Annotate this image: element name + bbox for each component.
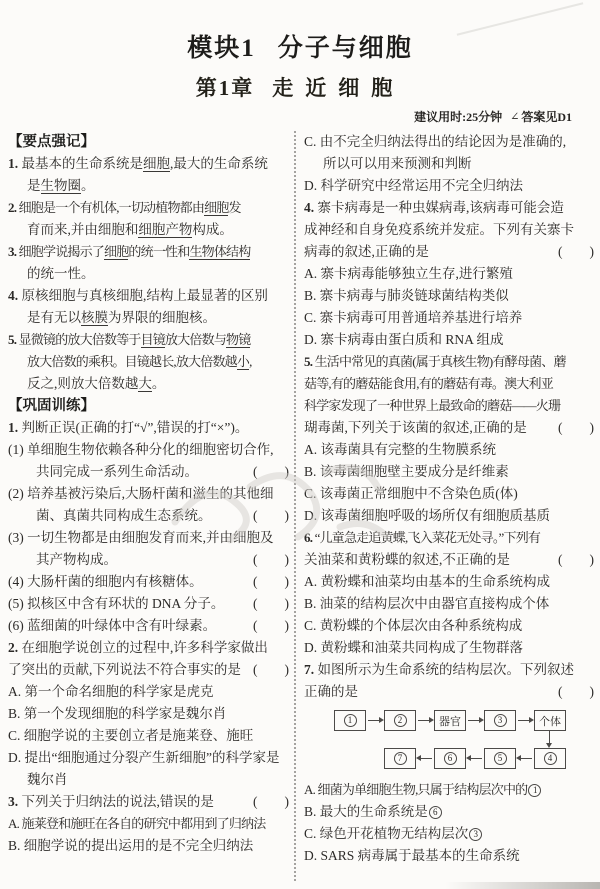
line-text bbox=[304, 527, 540, 549]
text-segment: D. 寨卡病毒由蛋白质和 RNA 组成 bbox=[304, 332, 504, 347]
text-segment: 7. bbox=[304, 662, 315, 677]
text-segment: B. 寨卡病毒与肺炎链球菌结构类似 bbox=[304, 288, 509, 303]
text-line bbox=[304, 681, 596, 703]
line-text bbox=[8, 439, 274, 461]
line-text bbox=[8, 813, 266, 835]
line-text bbox=[8, 197, 241, 219]
text-segment: 为界限的细胞核。 bbox=[108, 310, 216, 325]
line-text bbox=[27, 351, 252, 373]
text-line bbox=[304, 175, 596, 197]
text-segment: 2. bbox=[8, 640, 19, 655]
text-segment: 了突出的贡献,下列说法不符合事实的是 bbox=[8, 662, 241, 677]
text-segment: 3. bbox=[8, 794, 19, 809]
text-segment: 判断正误(正确的打“√”,错误的打“×”)。 bbox=[18, 420, 249, 435]
left-column bbox=[8, 131, 291, 881]
text-segment: 如图所示为生命系统的结构层次。下列叙述 bbox=[314, 662, 574, 677]
circled-number: 1 bbox=[344, 714, 357, 727]
text-line bbox=[8, 659, 291, 681]
circled-number: 6 bbox=[444, 752, 457, 765]
answer-blank: ( ) bbox=[558, 684, 594, 699]
line-text bbox=[27, 263, 95, 285]
right-column bbox=[299, 131, 596, 881]
text-segment: 放大倍数与 bbox=[165, 332, 227, 347]
text-segment: 细胞学说揭示了 bbox=[16, 244, 105, 259]
answer-link-icon: ∠ bbox=[510, 111, 520, 123]
two-column-body bbox=[0, 125, 600, 881]
text-segment: 的统一性。 bbox=[27, 266, 95, 281]
text-line bbox=[8, 703, 291, 725]
line-text bbox=[304, 801, 443, 823]
diagram-box bbox=[434, 748, 466, 769]
structure-levels-diagram bbox=[334, 710, 566, 772]
arrow-left-icon bbox=[468, 758, 482, 759]
text-segment: C. 黄粉蝶的个体层次由各种系统构成 bbox=[304, 618, 523, 633]
line-text bbox=[304, 219, 574, 241]
text-line bbox=[304, 307, 596, 329]
line-text bbox=[36, 549, 117, 571]
text-segment: C. 寨卡病毒可用普通培养基进行培养 bbox=[304, 310, 523, 325]
diagram-box bbox=[534, 710, 566, 731]
text-line bbox=[8, 791, 291, 813]
underlined-term: 小 bbox=[236, 354, 250, 369]
answer-blank: ( ) bbox=[253, 552, 289, 567]
chapter-name: 走近细胞 bbox=[272, 76, 405, 100]
text-segment: 成神经和自身免疫系统并发症。下列有关寨卡 bbox=[304, 222, 574, 237]
text-line bbox=[8, 571, 291, 593]
text-segment: ,最大的生命系统 bbox=[170, 156, 268, 171]
text-segment: D. SARS 病毒属于最基本的生命系统 bbox=[304, 848, 520, 863]
text-segment: 寨卡病毒是一种虫媒病毒,该病毒可能会造 bbox=[314, 200, 564, 215]
text-line bbox=[304, 505, 596, 527]
text-segment: C. 该毒菌正常细胞中不含染色质(体) bbox=[304, 486, 518, 501]
line-text bbox=[304, 505, 550, 527]
text-line bbox=[304, 351, 596, 373]
text-segment: A. 寨卡病毒能够独立生存,进行繁殖 bbox=[304, 266, 513, 281]
line-text bbox=[8, 593, 224, 615]
suggested-time: 建议用时:25分钟 bbox=[414, 110, 503, 124]
text-segment: 个体 bbox=[539, 715, 561, 728]
line-text bbox=[8, 131, 95, 153]
module-number: 模块1 bbox=[187, 35, 256, 62]
line-text bbox=[304, 593, 549, 615]
text-line bbox=[304, 197, 596, 219]
text-segment: B. 第一个发现细胞的科学家是魏尔肖 bbox=[8, 706, 227, 721]
text-line bbox=[8, 219, 291, 241]
text-line bbox=[304, 549, 596, 571]
underlined-term: 目镜 bbox=[140, 332, 166, 347]
diagram-box bbox=[534, 748, 566, 769]
text-segment: 2. bbox=[8, 200, 17, 215]
text-segment: 5. bbox=[304, 354, 313, 369]
text-segment: 1. bbox=[8, 156, 19, 171]
text-segment: 5. bbox=[8, 332, 17, 347]
underlined-term: 大 bbox=[138, 376, 152, 391]
arrow-right-icon bbox=[518, 720, 532, 721]
text-line bbox=[304, 263, 596, 285]
text-line bbox=[8, 263, 291, 285]
text-line bbox=[8, 505, 291, 527]
text-segment: A. 施莱登和施旺在各自的研究中都用到了归纳法 bbox=[8, 816, 266, 831]
underlined-term: 细胞 bbox=[143, 156, 170, 171]
arrow-down-icon bbox=[549, 731, 550, 744]
text-line bbox=[304, 131, 596, 153]
text-line bbox=[304, 801, 596, 823]
line-text bbox=[8, 725, 253, 747]
chapter-title bbox=[0, 72, 600, 102]
text-segment: B. 细胞学说的提出运用的是不完全归纳法 bbox=[8, 838, 254, 853]
text-line bbox=[8, 153, 291, 175]
text-line bbox=[304, 615, 596, 637]
circled-number: 4 bbox=[544, 752, 557, 765]
answer-blank: ( ) bbox=[558, 552, 594, 567]
line-text bbox=[27, 769, 68, 791]
arrow-right-icon bbox=[418, 720, 432, 721]
line-text bbox=[304, 779, 542, 801]
text-segment: 其产物构成。 bbox=[36, 552, 117, 567]
text-segment: B. 最大的生命系统是 bbox=[304, 804, 428, 819]
diagram-box bbox=[434, 710, 466, 731]
line-text bbox=[304, 549, 510, 571]
underlined-term: 细胞产物 bbox=[138, 222, 193, 237]
line-text bbox=[304, 329, 504, 351]
text-segment: C. 由不完全归纳法得出的结论因为是准确的, bbox=[304, 134, 567, 149]
text-line bbox=[304, 395, 596, 417]
text-segment: 菇等,有的蘑菇能食用,有的蘑菇有毒。澳大利亚 bbox=[304, 376, 553, 391]
answer-blank: ( ) bbox=[253, 464, 289, 479]
line-text bbox=[8, 285, 268, 307]
line-text bbox=[27, 219, 233, 241]
line-text bbox=[304, 681, 358, 703]
text-segment: 显微镜的放大倍数等于 bbox=[16, 332, 141, 347]
line-text bbox=[304, 175, 523, 197]
text-segment: 最基本的生命系统是 bbox=[18, 156, 143, 171]
text-segment: 所以可以用来预测和判断 bbox=[323, 156, 472, 171]
line-text bbox=[36, 461, 198, 483]
arrow-left-icon bbox=[418, 758, 432, 759]
underlined-term: 物镜 bbox=[226, 332, 251, 347]
text-line bbox=[8, 681, 291, 703]
text-line bbox=[8, 285, 291, 307]
underlined-term: 细胞 bbox=[104, 244, 129, 259]
answer-blank: ( ) bbox=[253, 508, 289, 523]
text-segment: 科学家发现了一种世界上最致命的蘑菇——火珊 bbox=[304, 398, 561, 413]
text-segment: A. 细菌为单细胞生物,只属于结构层次中的 bbox=[304, 782, 528, 797]
answer-blank: ( ) bbox=[253, 794, 289, 809]
text-line bbox=[8, 175, 291, 197]
line-text bbox=[304, 823, 483, 845]
line-text bbox=[304, 439, 496, 461]
circled-number: 6 bbox=[429, 806, 442, 819]
answer-reference-label: 答案见D1 bbox=[521, 110, 572, 124]
section-heading bbox=[8, 131, 291, 153]
text-segment: 正确的是 bbox=[304, 684, 358, 699]
arrow-left-icon bbox=[518, 758, 532, 759]
text-segment: “儿童急走追黄蝶,飞入菜花无处寻。”下列有 bbox=[312, 530, 541, 545]
line-text bbox=[8, 241, 250, 263]
text-segment: 是 bbox=[27, 178, 41, 193]
diagram-box bbox=[384, 710, 416, 731]
answer-reference bbox=[510, 108, 572, 125]
chapter-number: 第1章 bbox=[195, 76, 255, 100]
text-segment: (5) 拟核区中含有环状的 DNA 分子。 bbox=[8, 596, 225, 611]
text-line bbox=[8, 417, 291, 439]
text-line bbox=[304, 373, 596, 395]
line-text bbox=[304, 571, 550, 593]
text-line bbox=[304, 241, 596, 263]
text-line bbox=[8, 241, 291, 263]
circled-number: 3 bbox=[494, 714, 507, 727]
circled-number: 7 bbox=[394, 752, 407, 765]
underlined-term: 生物圈 bbox=[40, 178, 81, 193]
line-text bbox=[8, 791, 214, 813]
text-line bbox=[304, 779, 596, 801]
line-text bbox=[304, 307, 522, 329]
text-segment: 。 bbox=[81, 178, 95, 193]
section-heading bbox=[8, 395, 291, 417]
text-segment: 的统一性和 bbox=[128, 244, 190, 259]
text-line bbox=[8, 549, 291, 571]
text-segment: C. 细胞学说的主要创立者是施莱登、施旺 bbox=[8, 728, 254, 743]
line-text bbox=[304, 845, 520, 867]
scan-corner-shadow bbox=[445, 882, 600, 889]
circled-number: 1 bbox=[528, 784, 541, 797]
line-text bbox=[304, 263, 513, 285]
line-text bbox=[304, 417, 527, 439]
text-segment: 生活中常见的真菌(属于真核生物)有酵母菌、蘑 bbox=[312, 354, 566, 369]
text-segment: 构成。 bbox=[192, 222, 233, 237]
text-line bbox=[8, 835, 291, 857]
text-line bbox=[304, 461, 596, 483]
text-line bbox=[8, 461, 291, 483]
section-heading-text: 【巩固训练】 bbox=[8, 398, 95, 414]
text-segment: A. 该毒菌具有完整的生物膜系统 bbox=[304, 442, 496, 457]
arrow-right-icon bbox=[468, 720, 482, 721]
line-text bbox=[36, 505, 212, 527]
circled-number: 5 bbox=[494, 752, 507, 765]
line-text bbox=[27, 307, 216, 329]
text-line bbox=[8, 813, 291, 835]
text-line bbox=[304, 659, 596, 681]
text-segment: 下列关于归纳法的说法,错误的是 bbox=[18, 794, 214, 809]
text-line bbox=[8, 483, 291, 505]
text-segment: 关油菜和黄粉蝶的叙述,不正确的是 bbox=[304, 552, 510, 567]
text-segment: 原核细胞与真核细胞,结构上最显著的区别 bbox=[18, 288, 268, 303]
line-text bbox=[8, 395, 95, 417]
text-line bbox=[8, 197, 291, 219]
text-segment: A. 第一个命名细胞的科学家是虎克 bbox=[8, 684, 214, 699]
text-line bbox=[304, 637, 596, 659]
text-segment: D. 提出“细胞通过分裂产生新细胞”的科学家是 bbox=[8, 750, 280, 765]
text-line bbox=[8, 373, 291, 395]
text-segment: B. 油菜的结构层次中由器官直接构成个体 bbox=[304, 596, 550, 611]
text-segment: 反之,则放大倍数越 bbox=[27, 376, 139, 391]
text-segment: (2) 培养基被污染后,大肠杆菌和滋生的其他细 bbox=[8, 486, 274, 501]
line-text bbox=[304, 351, 566, 373]
text-segment: 是有无以 bbox=[27, 310, 81, 325]
text-segment: A. 黄粉蝶和油菜均由基本的生命系统构成 bbox=[304, 574, 550, 589]
answer-blank: ( ) bbox=[253, 596, 289, 611]
line-text bbox=[304, 395, 560, 417]
text-line bbox=[8, 593, 291, 615]
line-text bbox=[27, 373, 165, 395]
answer-blank: ( ) bbox=[558, 244, 594, 259]
line-text bbox=[304, 197, 564, 219]
text-segment: 。 bbox=[151, 376, 166, 391]
line-text bbox=[304, 131, 566, 153]
underlined-term: 细胞 bbox=[204, 200, 229, 215]
diagram-box bbox=[484, 748, 516, 769]
text-segment: , bbox=[249, 354, 252, 369]
text-segment: 瑚毒菌,下列关于该菌的叙述,正确的是 bbox=[304, 420, 527, 435]
meta-line bbox=[0, 108, 600, 125]
text-line bbox=[8, 527, 291, 549]
text-segment: 菌、真菌共同构成生态系统。 bbox=[36, 508, 212, 523]
text-segment: D. 科学研究中经常运用不完全归纳法 bbox=[304, 178, 523, 193]
line-text bbox=[8, 571, 203, 593]
text-line bbox=[8, 747, 291, 769]
text-line bbox=[304, 571, 596, 593]
text-segment: (1) 单细胞生物依赖各种分化的细胞密切合作, bbox=[8, 442, 274, 457]
text-segment: 6. bbox=[304, 530, 313, 545]
text-line bbox=[304, 527, 596, 549]
arrow-right-icon bbox=[368, 720, 382, 721]
line-text bbox=[8, 527, 274, 549]
line-text bbox=[304, 285, 509, 307]
text-segment: 共同完成一系列生命活动。 bbox=[36, 464, 198, 479]
line-text bbox=[8, 835, 253, 857]
text-segment: (4) 大肠杆菌的细胞内有核糖体。 bbox=[8, 574, 203, 589]
text-segment: 3. bbox=[8, 244, 17, 259]
diagram-box bbox=[484, 710, 516, 731]
text-line bbox=[8, 439, 291, 461]
text-line bbox=[8, 769, 291, 791]
text-line bbox=[304, 285, 596, 307]
line-text bbox=[8, 747, 279, 769]
line-text bbox=[8, 659, 241, 681]
underlined-term: 生物体结构 bbox=[189, 244, 251, 259]
answer-blank: ( ) bbox=[558, 420, 594, 435]
line-text bbox=[304, 241, 429, 263]
text-segment: 发 bbox=[228, 200, 241, 215]
line-text bbox=[323, 153, 472, 175]
text-line bbox=[304, 439, 596, 461]
text-line bbox=[304, 593, 596, 615]
text-segment: 细胞是一个有机体,一切动植物都由 bbox=[16, 200, 205, 215]
text-segment: 在细胞学说创立的过程中,许多科学家做出 bbox=[18, 640, 268, 655]
line-text bbox=[8, 329, 250, 351]
text-segment: 4. bbox=[8, 288, 19, 303]
circled-number: 2 bbox=[394, 714, 407, 727]
text-segment: 放大倍数的乘积。目镜越长,放大倍数越 bbox=[27, 354, 237, 369]
text-segment: 魏尔肖 bbox=[27, 772, 68, 787]
text-line bbox=[304, 845, 596, 867]
text-segment: 育而来,并由细胞和 bbox=[27, 222, 139, 237]
line-text bbox=[8, 703, 226, 725]
text-line bbox=[8, 637, 291, 659]
answer-blank: ( ) bbox=[253, 618, 289, 633]
line-text bbox=[8, 637, 268, 659]
text-line bbox=[304, 219, 596, 241]
text-line bbox=[8, 307, 291, 329]
line-text bbox=[304, 637, 523, 659]
line-text bbox=[8, 483, 274, 505]
section-heading-text: 【要点强记】 bbox=[8, 134, 95, 150]
line-text bbox=[304, 373, 553, 395]
answer-blank: ( ) bbox=[253, 574, 289, 589]
text-segment: B. 该毒菌细胞壁主要成分是纤维素 bbox=[304, 464, 509, 479]
text-line bbox=[8, 329, 291, 351]
text-line bbox=[304, 329, 596, 351]
text-segment: 病毒的叙述,正确的是 bbox=[304, 244, 429, 259]
answer-blank: ( ) bbox=[253, 662, 289, 677]
text-line bbox=[304, 483, 596, 505]
line-text bbox=[304, 659, 574, 681]
column-divider bbox=[294, 131, 296, 881]
text-segment: 4. bbox=[304, 200, 315, 215]
page-header bbox=[0, 0, 600, 125]
diagram-box bbox=[384, 748, 416, 769]
line-text bbox=[8, 417, 248, 439]
underlined-term: 核膜 bbox=[81, 310, 108, 325]
line-text bbox=[27, 175, 95, 197]
text-segment: C. 绿色开花植物无结构层次 bbox=[304, 826, 469, 841]
text-line bbox=[304, 823, 596, 845]
line-text bbox=[304, 615, 522, 637]
line-text bbox=[8, 615, 216, 637]
text-segment: (3) 一切生物都是由细胞发育而来,并由细胞及 bbox=[8, 530, 274, 545]
text-segment: 1. bbox=[8, 420, 19, 435]
line-text bbox=[304, 483, 518, 505]
text-line bbox=[8, 615, 291, 637]
line-text bbox=[8, 681, 214, 703]
circled-number: 3 bbox=[469, 828, 482, 841]
text-segment: D. 黄粉蝶和油菜共同构成了生物群落 bbox=[304, 640, 523, 655]
module-name: 分子与细胞 bbox=[277, 35, 413, 62]
diagram-box bbox=[334, 710, 366, 731]
text-segment: (6) 蓝细菌的叶绿体中含有叶绿素。 bbox=[8, 618, 217, 633]
text-line bbox=[8, 351, 291, 373]
text-line bbox=[8, 725, 291, 747]
module-title bbox=[0, 28, 600, 64]
text-segment: 器官 bbox=[439, 715, 461, 728]
text-line bbox=[304, 153, 596, 175]
line-text bbox=[304, 461, 509, 483]
text-segment: D. 该毒菌细胞呼吸的场所仅有细胞质基质 bbox=[304, 508, 550, 523]
line-text bbox=[8, 153, 268, 175]
text-line bbox=[304, 417, 596, 439]
